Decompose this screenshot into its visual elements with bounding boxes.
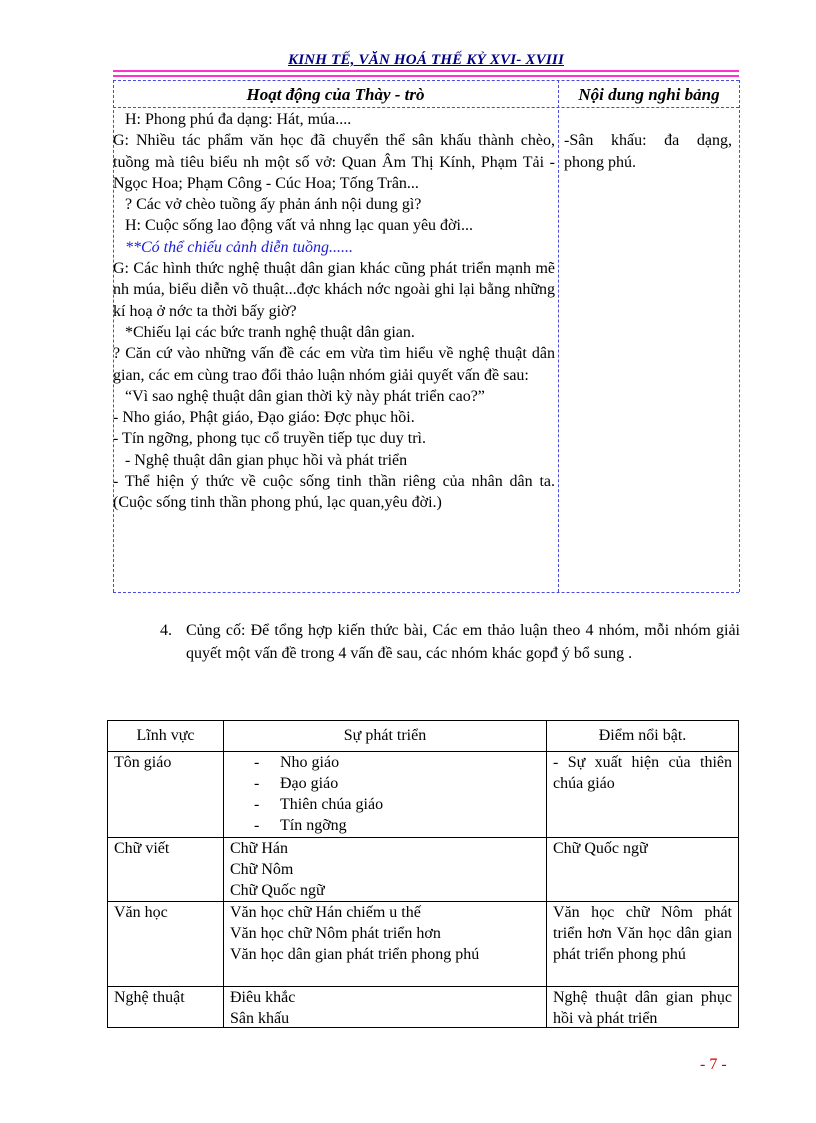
header-highlight: Điểm nổi bật. [547,721,739,752]
field-cell: Chữ viết [108,838,224,902]
summary-header-row [108,721,739,752]
activity-note-line: **Có thể chiếu cảnh diễn tuồng...... [125,238,353,256]
highlight-cell [547,902,739,987]
activity-line: H: Phong phú đa dạng: Hát, múa.... [125,111,352,128]
list-item: Điêu khắc [230,989,296,1006]
table-row [108,838,739,902]
activities-column [113,109,555,514]
highlight-cell: - Sự xuất hiện của thiên chúa giáo [547,752,739,838]
header-rule-bottom [113,75,739,77]
activity-line: ? Căn cứ vào những vấn đề các em vừa tìm hiểu về nghệ thuật dân gian, các em cùng trao đổi thảo luận nhóm giải quyết vấn đề sau: [113,345,555,384]
col-header-board-content: Nội dung nghi bảng [578,85,720,104]
table-header-divider [113,107,739,108]
list-item: Chữ Nôm [230,861,294,878]
header-rule-top [113,70,739,72]
development-cell [224,752,547,838]
list-item: Văn học chữ Nôm phát triển hơn [230,925,441,942]
table-column-divider [558,80,559,592]
development-cell [224,838,547,902]
consolidation-paragraph [160,620,740,665]
highlight-text: Nghệ thuật dân gian phục hồi và phát triển [553,989,732,1027]
activity-line: - Nghệ thuật dân gian phục hồi và phát triển [125,451,408,469]
table-row [108,752,739,838]
list-item: Chữ Hán [230,840,288,857]
highlight-cell: Chữ Quốc ngữ [547,838,739,902]
field-cell: Tôn giáo [108,752,224,838]
list-item: Chữ Quốc ngữ [230,882,325,899]
activity-table [113,80,739,592]
summary-table [107,720,739,1028]
page-number: - 7 - [700,1056,727,1073]
highlight-cell [547,987,739,1028]
activity-line: ? Các vở chèo tuồng ấy phản ánh nội dung gì? [125,196,422,214]
table-border-right [739,80,740,592]
list-item: Văn học chữ Hán chiếm u thế [230,904,421,921]
table-border-top [113,80,739,81]
activity-line: *Chiếu lại các bức tranh nghệ thuật dân gian. [125,323,415,341]
activity-line: G: Nhiều tác phẩm văn học đã chuyển thể sân khấu thành chèo, tuồng mà tiêu biểu nh một số vở: Quan Âm Thị Kính, Phạm Tải - Ngọc Hoa; Phạm Công - Cúc Hoa; Tống Trân... [113,132,555,192]
header-field: Lĩnh vực [108,721,224,752]
activity-line: - Thể hiện ý thức về cuộc sống tinh thần riêng của nhân dân ta. (Cuộc sống tinh thần phong phú, lạc quan,yêu đời.) [113,473,555,512]
highlight-text: Văn học chữ Nôm phát triển hơn Văn học dân gian phát triển phong phú [553,904,732,963]
activity-line: - Nho giáo, Phật giáo, Đạo giáo: Đợc phục hồi. [113,409,415,427]
board-content-column: -Sân khấu: đa dạng, phong phú. [564,132,732,171]
list-item: - Đạo giáo [254,773,540,794]
field-cell: Văn học [108,902,224,987]
header-development: Sự phát triển [224,721,547,752]
list-item: - Tín ngỡng [254,815,540,836]
table-row [108,987,739,1028]
activity-line: H: Cuộc sống lao động vất vả nhng lạc quan yêu đời... [125,217,473,235]
consolidation-text: Củng cố: Để tổng hợp kiến thức bài, Các em thảo luận theo 4 nhóm, mỗi nhóm giải quyết một vấn đề trong 4 vấn đề sau, các nhóm khác gopđ ý bổ sung . [186,622,740,662]
list-item: Sân khấu [230,1010,290,1027]
col-header-activities: Hoạt động của Thày - trò [246,85,425,104]
list-item: - Nho giáo [254,752,540,773]
development-cell [224,902,547,987]
activity-line: - Tín ngỡng, phong tục cổ truyền tiếp tục duy trì. [113,430,426,448]
table-border-bottom [113,592,739,593]
development-cell [224,987,547,1028]
list-number: 4. [160,622,172,639]
activity-line: G: Các hình thức nghệ thuật dân gian khác cũng phát triển mạnh mẽ nh múa, biểu diễn võ thuật...đợc khách nớc ngoài ghi lại bằng những kí hoạ ở nớc ta thời bấy giờ? [113,260,555,320]
field-cell: Nghệ thuật [108,987,224,1028]
page-header-title: KINH TẾ, VĂN HOÁ THẾ KỶ XVI- XVIII [287,52,565,68]
religion-list [230,752,540,836]
activity-line: “Vì sao nghệ thuật dân gian thời kỳ này phát triển cao?” [125,387,485,405]
list-item: - Thiên chúa giáo [254,794,540,815]
list-item: Văn học dân gian phát triển phong phú [230,946,480,963]
table-row [108,902,739,987]
